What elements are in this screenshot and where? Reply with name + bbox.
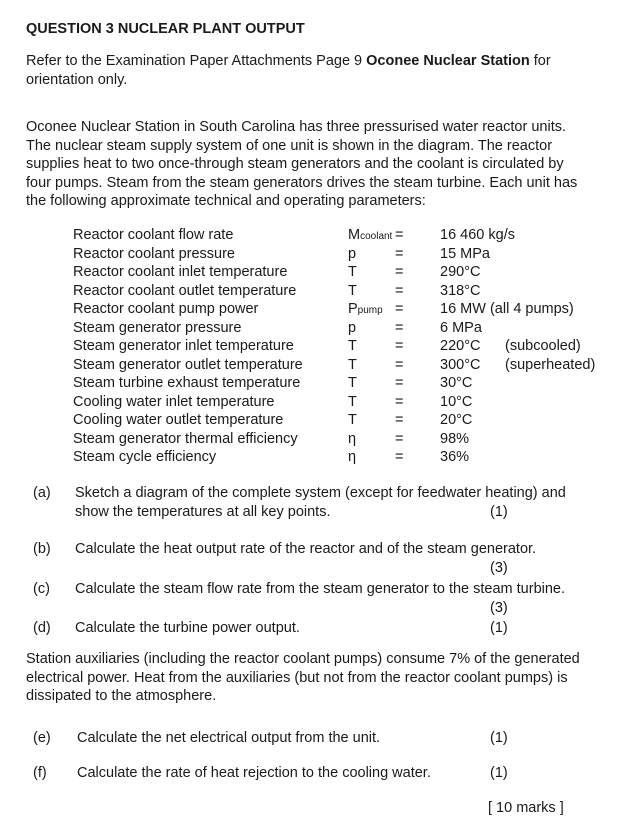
intro-suffix: for xyxy=(529,53,551,69)
parameter-value: 300°C xyxy=(440,356,481,373)
parameter-label: Reactor coolant pump power xyxy=(73,301,259,317)
parameter-row xyxy=(0,393,628,412)
parameter-row xyxy=(0,226,628,245)
parameter-equals: = xyxy=(395,282,404,299)
parameter-row xyxy=(0,300,628,319)
parameter-label: Steam generator pressure xyxy=(73,319,242,336)
parameter-row xyxy=(0,337,628,356)
parameter-value: 98% xyxy=(440,430,470,447)
question-text: Calculate the steam flow rate from the steam generator to the steam turbine. xyxy=(75,581,566,597)
parameter-label: Steam turbine exhaust temperature xyxy=(73,375,301,391)
parameter-symbol-main: M xyxy=(348,227,361,243)
parameter-value: 15 MPa xyxy=(440,245,490,262)
parameter-row xyxy=(0,319,628,338)
parameter-label: Reactor coolant pressure xyxy=(73,245,235,262)
parameter-note: (subcooled) xyxy=(505,338,581,354)
parameter-symbol xyxy=(348,448,356,467)
parameter-symbol xyxy=(348,226,392,247)
auxiliaries-line: dissipated to the atmosphere. xyxy=(26,688,217,704)
parameter-equals: = xyxy=(395,430,404,447)
parameter-note: (superheated) xyxy=(505,356,596,373)
parameter-row xyxy=(0,430,628,449)
question-marks: (1) xyxy=(490,730,508,746)
parameter-symbol xyxy=(348,319,356,338)
parameter-symbol-main: T xyxy=(348,338,357,354)
question-letter: (e) xyxy=(33,730,51,746)
parameter-symbol-main: η xyxy=(348,430,357,447)
parameter-symbol-main: T xyxy=(348,356,357,373)
description-line: Oconee Nuclear Station in South Carolina has three pressurised water reactor units. xyxy=(26,119,567,135)
parameter-equals: = xyxy=(395,393,404,410)
parameter-value: 318°C xyxy=(440,282,481,299)
parameter-symbol-main: p xyxy=(348,319,357,336)
parameter-symbol-main: η xyxy=(348,449,357,465)
parameter-equals: = xyxy=(395,356,404,373)
question-title: QUESTION 3 NUCLEAR PLANT OUTPUT xyxy=(26,21,305,37)
description-paragraph xyxy=(26,118,626,211)
total-marks: [ 10 marks ] xyxy=(488,800,564,816)
parameter-value: 220°C xyxy=(440,338,481,354)
question-text: Sketch a diagram of the complete system (except for feedwater heating) and xyxy=(75,485,566,501)
parameter-label: Cooling water inlet temperature xyxy=(73,393,275,410)
parameter-equals: = xyxy=(395,412,404,428)
parameter-symbol-main: P xyxy=(348,301,358,317)
parameter-label: Steam generator outlet temperature xyxy=(73,356,303,373)
parameter-value: 10°C xyxy=(440,393,473,410)
parameter-symbol xyxy=(348,393,357,412)
parameter-label: Reactor coolant flow rate xyxy=(73,227,234,243)
question-letter: (a) xyxy=(33,485,51,501)
parameter-value: 16 460 kg/s xyxy=(440,227,515,243)
intro-line2: orientation only. xyxy=(26,71,128,88)
parameter-symbol xyxy=(348,263,357,282)
parameter-value: 290°C xyxy=(440,264,481,280)
parameter-equals: = xyxy=(395,264,404,280)
parameter-equals: = xyxy=(395,301,404,317)
description-line: four pumps. Steam from the steam generators drives the steam turbine. Each unit has xyxy=(26,174,578,191)
parameter-equals: = xyxy=(395,245,404,262)
parameter-label: Steam cycle efficiency xyxy=(73,449,217,465)
parameter-label: Cooling water outlet temperature xyxy=(73,412,284,428)
parameter-symbol xyxy=(348,337,357,356)
question-text: show the temperatures at all key points. xyxy=(75,504,331,520)
auxiliaries-line: Station auxiliaries (including the reactor coolant pumps) consume 7% of the generated xyxy=(26,651,580,667)
parameter-row xyxy=(0,282,628,301)
parameter-symbol xyxy=(348,430,356,449)
parameter-symbol-subscript: pump xyxy=(357,305,383,316)
parameter-symbol xyxy=(348,300,383,321)
parameter-equals: = xyxy=(395,319,404,336)
question-text: Calculate the heat output rate of the reactor and of the steam generator. xyxy=(75,541,537,557)
parameter-symbol xyxy=(348,356,357,375)
question-marks: (3) xyxy=(490,600,508,616)
parameter-label: Reactor coolant outlet temperature xyxy=(73,282,297,299)
parameter-label: Steam generator thermal efficiency xyxy=(73,430,298,447)
question-letter: (b) xyxy=(33,541,51,557)
intro-paragraph xyxy=(26,52,616,89)
auxiliaries-paragraph xyxy=(26,650,626,706)
question-text: Calculate the turbine power output. xyxy=(75,620,300,636)
parameter-symbol-main: T xyxy=(348,393,357,410)
question-marks: (1) xyxy=(490,504,508,520)
intro-prefix: Refer to the Examination Paper Attachments Page 9 xyxy=(26,53,367,69)
question-text: Calculate the net electrical output from the unit. xyxy=(77,730,381,746)
parameter-label: Reactor coolant inlet temperature xyxy=(73,264,288,280)
question-letter: (d) xyxy=(33,620,51,636)
description-line: The nuclear steam supply system of one unit is shown in the diagram. The reactor xyxy=(26,137,553,154)
question-marks: (1) xyxy=(490,765,508,781)
parameter-symbol-main: T xyxy=(348,264,357,280)
station-name: Oconee Nuclear Station xyxy=(366,53,530,69)
description-line: supplies heat to two once-through steam generators and the coolant is circulated by xyxy=(26,156,564,172)
parameter-value: 16 MW (all 4 pumps) xyxy=(440,301,574,317)
description-line: the following approximate technical and operating parameters: xyxy=(26,193,426,209)
parameter-row xyxy=(0,374,628,393)
parameter-row xyxy=(0,448,628,467)
parameter-equals: = xyxy=(395,338,404,354)
parameter-symbol-main: T xyxy=(348,412,357,428)
question-letter: (f) xyxy=(33,765,47,781)
parameter-row xyxy=(0,356,628,375)
parameter-value: 36% xyxy=(440,449,470,465)
parameter-equals: = xyxy=(395,449,404,465)
parameter-symbol-main: T xyxy=(348,375,357,391)
parameter-symbol xyxy=(348,282,357,301)
parameter-value: 30°C xyxy=(440,375,473,391)
parameter-row xyxy=(0,263,628,282)
parameter-label: Steam generator inlet temperature xyxy=(73,338,294,354)
auxiliaries-line: electrical power. Heat from the auxiliaries (but not from the reactor coolant pumps) is xyxy=(26,669,568,686)
parameter-row xyxy=(0,245,628,264)
parameter-symbol xyxy=(348,374,357,393)
parameter-equals: = xyxy=(395,227,404,243)
parameter-value: 6 MPa xyxy=(440,319,482,336)
question-letter: (c) xyxy=(33,581,50,597)
parameter-value: 20°C xyxy=(440,412,473,428)
parameter-row xyxy=(0,411,628,430)
parameter-symbol-main: p xyxy=(348,245,357,262)
parameter-equals: = xyxy=(395,375,404,391)
parameter-symbol xyxy=(348,245,356,264)
question-marks: (3) xyxy=(490,560,508,576)
question-marks: (1) xyxy=(490,620,508,636)
parameter-symbol xyxy=(348,411,357,430)
parameter-symbol-subscript: coolant xyxy=(360,231,393,242)
question-text: Calculate the rate of heat rejection to the cooling water. xyxy=(77,765,431,781)
parameter-symbol-main: T xyxy=(348,282,357,299)
